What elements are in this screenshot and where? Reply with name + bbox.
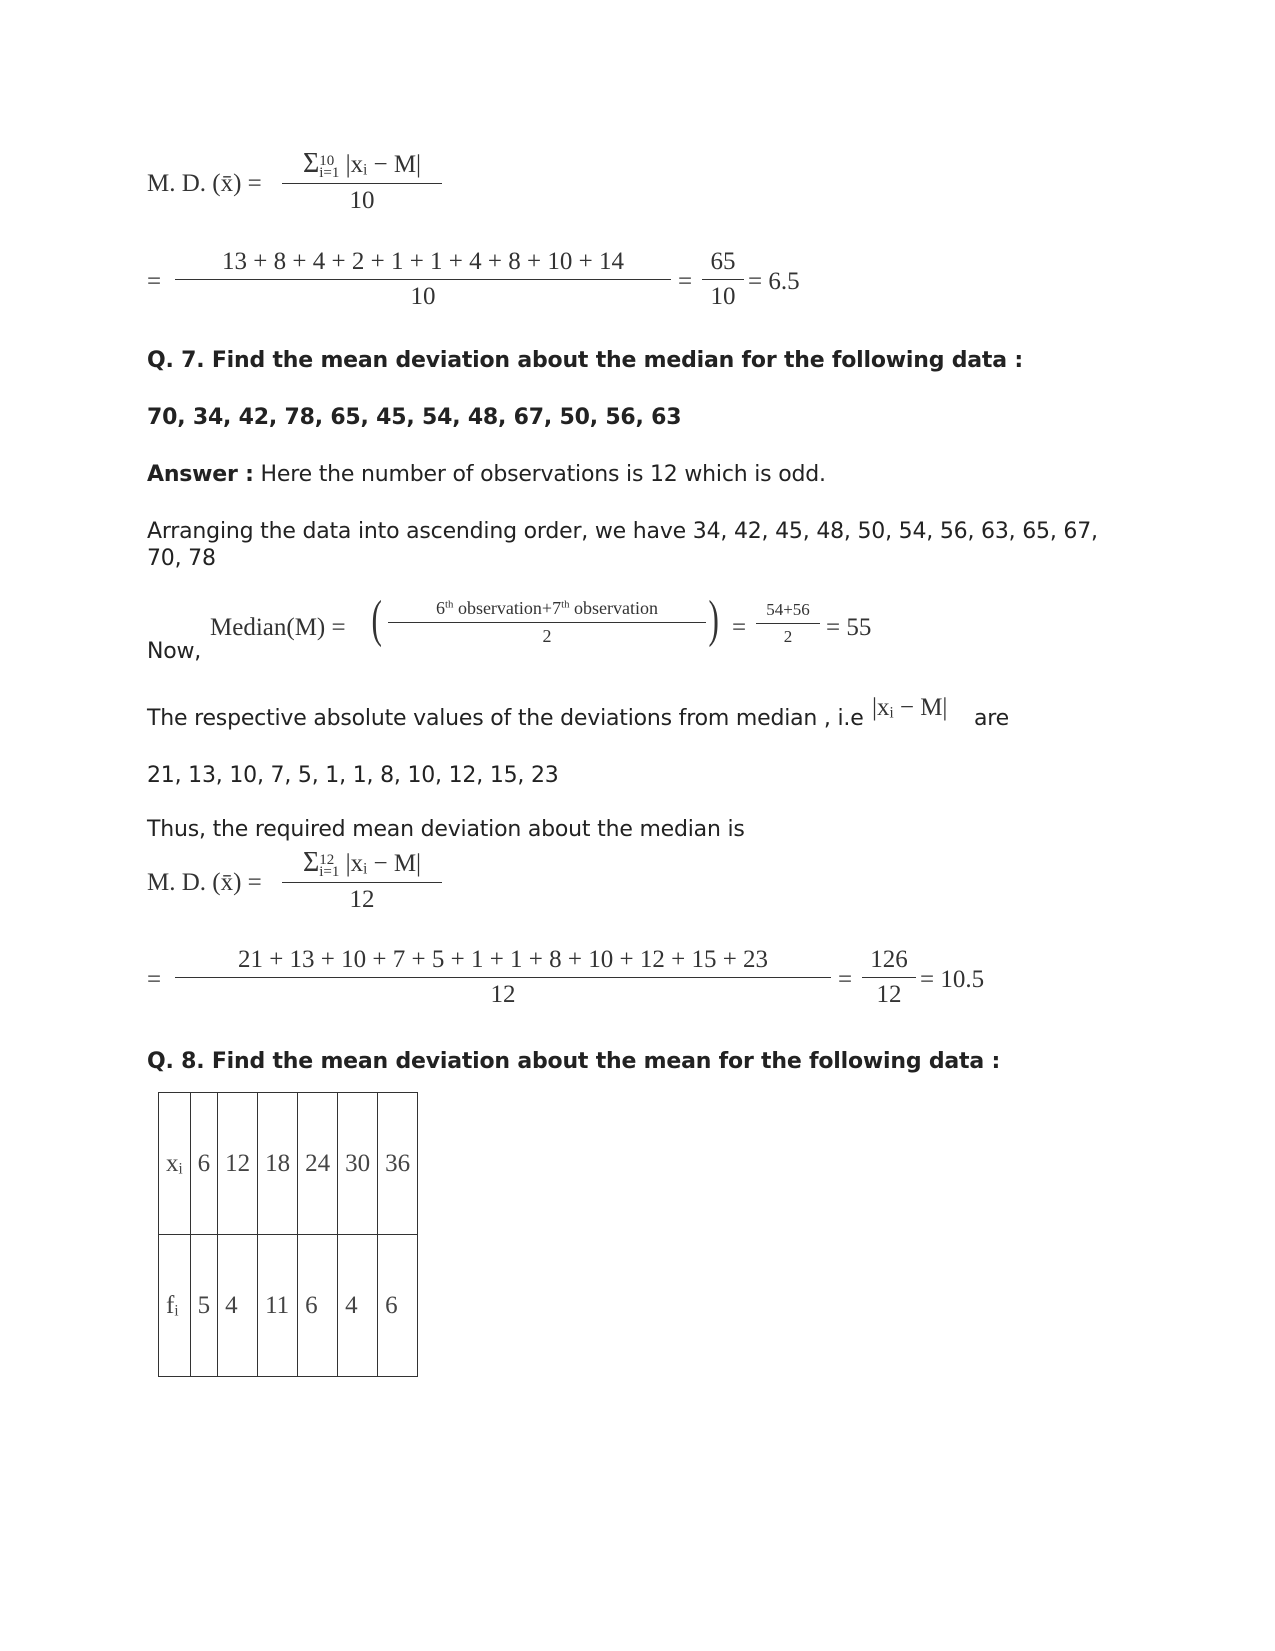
- table-row: [159, 1093, 418, 1235]
- deviations-list: 21, 13, 10, 7, 5, 1, 1, 8, 10, 12, 15, 23: [147, 763, 559, 788]
- sum-eq-2: =: [147, 966, 162, 993]
- table-cell: 36: [378, 1093, 418, 1235]
- median-lhs: Median(M) =: [210, 614, 346, 641]
- q8-title: Q. 8. Find the mean deviation about the mean for the following data :: [147, 1049, 1001, 1074]
- sum-result-2: = 10.5: [920, 966, 985, 993]
- median-right-paren: ): [708, 591, 719, 648]
- abs-expression: |xᵢ − M|: [345, 850, 422, 877]
- sigma-upper: 10: [319, 153, 335, 170]
- table-cell: 24: [298, 1093, 338, 1235]
- md-numerator-1: [282, 148, 442, 183]
- table-cell: fᵢ: [159, 1235, 191, 1377]
- table-cell: 12: [218, 1093, 258, 1235]
- result-fraction-2: [862, 946, 916, 1009]
- sum-result-1: = 6.5: [748, 268, 800, 295]
- median-left-paren: (: [371, 591, 382, 648]
- obs-text-2: observation: [569, 598, 658, 618]
- sup-th-1: th: [445, 598, 454, 611]
- sup-th-2: th: [561, 598, 570, 611]
- sigma-limits: [319, 852, 340, 881]
- md-lhs-1: M. D. (x̄) =: [147, 170, 262, 197]
- median-numerator: [388, 598, 706, 622]
- thus-text: Thus, the required mean deviation about the median is: [147, 817, 745, 842]
- sum-denominator-1: 10: [175, 279, 671, 311]
- q7-data: 70, 34, 42, 78, 65, 45, 54, 48, 67, 50, 56, 63: [147, 405, 682, 430]
- table-cell: 30: [338, 1093, 378, 1235]
- sum-numerator-1: 13 + 8 + 4 + 2 + 1 + 1 + 4 + 8 + 10 + 14: [222, 248, 624, 275]
- table-cell: 6: [378, 1235, 418, 1377]
- median-value-denominator: 2: [756, 623, 820, 647]
- q7-title: Q. 7. Find the mean deviation about the median for the following data :: [147, 348, 1023, 373]
- table-cell: 11: [258, 1235, 298, 1377]
- result-fraction-1: [702, 248, 744, 311]
- md-lhs-2: M. D. (x̄) =: [147, 869, 262, 896]
- answer-text: Here the number of observations is 12 which is odd.: [253, 462, 826, 487]
- md-fraction-2: [282, 847, 442, 914]
- arranging-line-1: Arranging the data into ascending order, we have 34, 42, 45, 48, 50, 54, 56, 63, 65, 67,: [147, 519, 1098, 544]
- md-denominator-1: 10: [282, 183, 442, 215]
- obs-text-1: observation+7: [453, 598, 562, 618]
- median-eq: =: [732, 614, 747, 641]
- md-fraction-1: [282, 148, 442, 215]
- sum-fraction-2: [175, 946, 831, 1009]
- table-cell: 4: [218, 1235, 258, 1377]
- deviation-text: The respective absolute values of the deviations from median , i.e: [147, 706, 864, 731]
- sigma-limits: [319, 153, 340, 182]
- sum-eq2-2: =: [838, 966, 853, 993]
- table-cell: xᵢ: [159, 1093, 191, 1235]
- deviation-expression: |xᵢ − M|: [872, 694, 948, 721]
- sigma-lower: i=1: [319, 864, 340, 881]
- sum-denominator-2: 12: [175, 977, 831, 1009]
- sum-eq-1: =: [147, 268, 162, 295]
- result-numerator-1: 65: [710, 248, 736, 275]
- sigma-lower: i=1: [319, 165, 340, 182]
- table-cell: 6: [298, 1235, 338, 1377]
- md-numerator-2: [282, 847, 442, 882]
- median-result: = 55: [826, 614, 872, 641]
- deviation-are: are: [974, 706, 1009, 731]
- table-cell: 6: [190, 1093, 218, 1235]
- sigma-upper: 12: [319, 852, 335, 869]
- sum-eq2-1: =: [678, 268, 693, 295]
- arranging-line-2: 70, 78: [147, 546, 216, 571]
- table-row: [159, 1235, 418, 1377]
- sigma-symbol: Σ: [302, 847, 320, 878]
- obs-6: 6: [436, 598, 446, 618]
- median-fraction: [388, 598, 706, 647]
- result-denominator-1: 10: [702, 279, 744, 311]
- sum-fraction-1: [175, 248, 671, 311]
- median-value-fraction: [756, 600, 820, 647]
- median-value-numerator: 54+56: [766, 600, 810, 619]
- now-label: Now,: [147, 639, 202, 664]
- md-denominator-2: 12: [282, 882, 442, 914]
- abs-expression: |xᵢ − M|: [345, 151, 422, 178]
- result-denominator-2: 12: [862, 977, 916, 1009]
- table-cell: 18: [258, 1093, 298, 1235]
- q7-answer: [147, 462, 826, 488]
- result-numerator-2: 126: [870, 946, 908, 973]
- table-cell: 4: [338, 1235, 378, 1377]
- sigma-symbol: Σ: [302, 148, 320, 179]
- median-denominator: 2: [388, 622, 706, 647]
- frequency-table: [158, 1092, 418, 1377]
- table-cell: 5: [190, 1235, 218, 1377]
- answer-label: Answer :: [147, 462, 254, 487]
- sum-numerator-2: 21 + 13 + 10 + 7 + 5 + 1 + 1 + 8 + 10 + 12 + 15 + 23: [237, 946, 769, 973]
